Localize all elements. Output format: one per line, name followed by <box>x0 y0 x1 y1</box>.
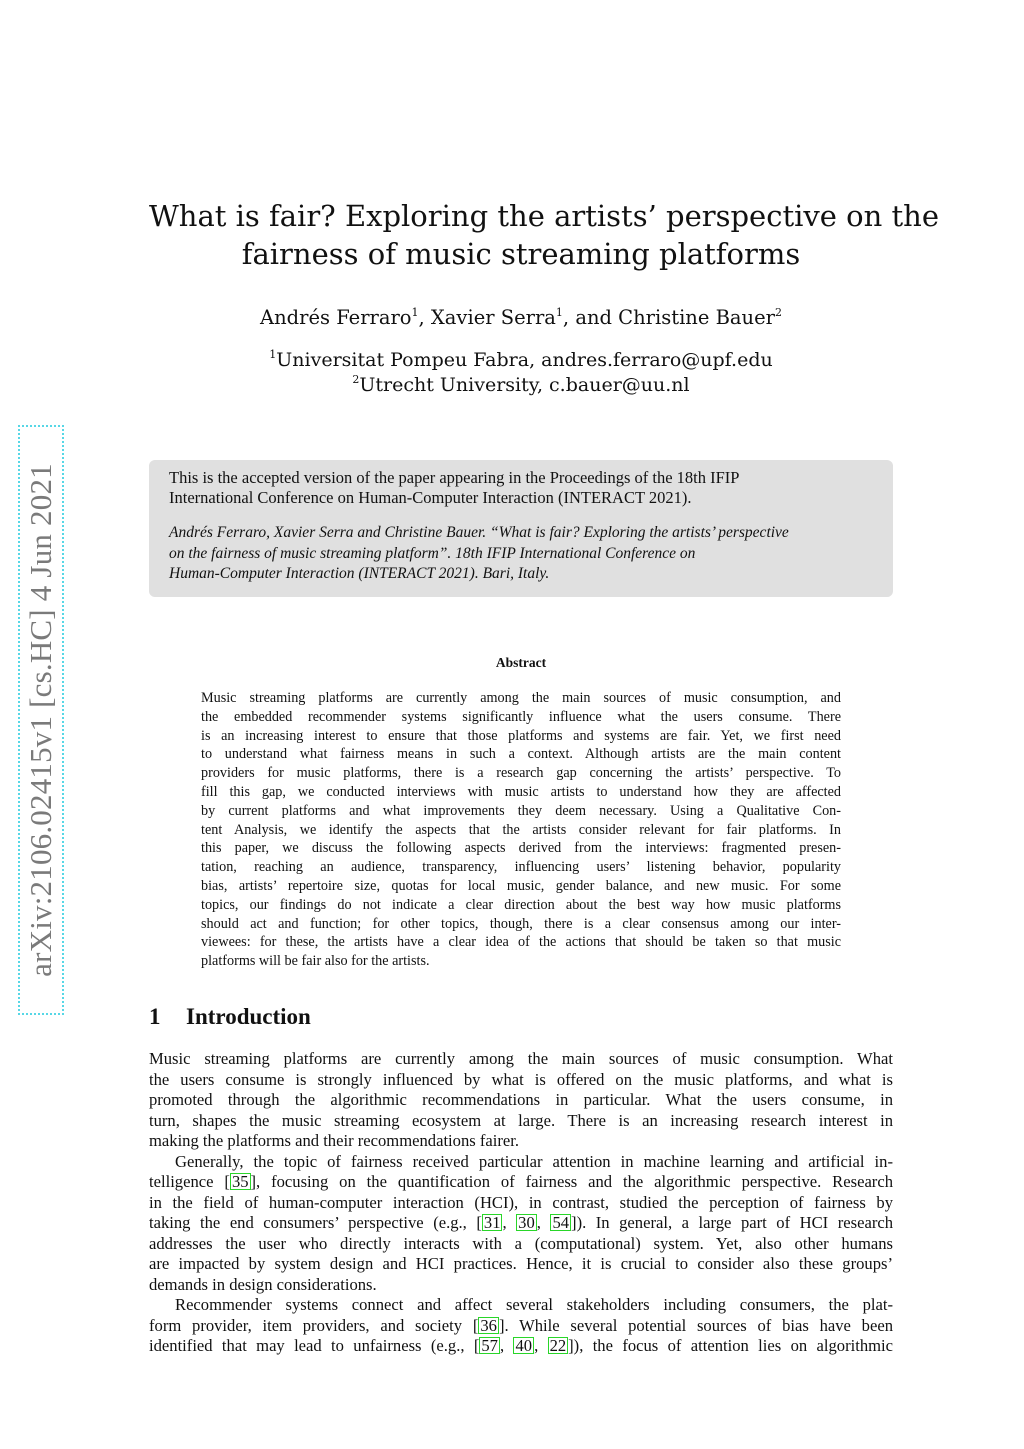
abstract-line: platforms will be fair also for the artists. <box>201 953 430 970</box>
body-line <box>149 1336 893 1357</box>
citation-link[interactable]: 57 <box>481 1336 498 1355</box>
affiliation-marker: 1 <box>555 306 563 319</box>
citation-link[interactable]: 22 <box>549 1336 567 1355</box>
body-line: making the platforms and their recommendations fairer. <box>149 1131 520 1150</box>
body-line: Generally, the topic of fairness received particular attention in machine learning and artificial in- <box>175 1151 893 1171</box>
citation-line: Andrés Ferraro, Xavier Serra and Christine Bauer. “What is fair? Exploring the artists’ perspective <box>169 524 789 541</box>
publication-notice-box <box>149 460 893 597</box>
text-span: ]), the focus of attention lies on algorithmic <box>568 1336 894 1355</box>
body-line: Recommender systems connect and affect several stakeholders including consumers, the plat- <box>175 1295 893 1314</box>
affiliation-text: Universitat Pompeu Fabra, andres.ferraro@upf.edu <box>276 349 773 371</box>
text-span: telligence [ <box>149 1172 230 1191</box>
title-line-1: What is fair? Exploring the artists’ perspective on the <box>149 199 939 233</box>
arxiv-identifier: arXiv:2106.02415v1 [cs.HC] 4 Jun 2021 <box>23 463 58 977</box>
abstract-line: bias, artists’ repertoire size, quotas for local music, gender balance, and new music. For some <box>201 877 841 894</box>
abstract-line: the embedded recommender systems significantly influence what the users consume. There <box>201 708 841 725</box>
affiliation-marker: 1 <box>269 348 277 361</box>
body-line: promoted through the algorithmic recommendations in particular. What the users consume, in <box>149 1090 893 1109</box>
author-name: , Xavier Serra <box>418 306 556 329</box>
body-line: the users consume is strongly influenced by what is offered on the music platforms, and what is <box>149 1069 893 1089</box>
author-name: , and Christine Bauer <box>562 306 775 329</box>
body-line: are impacted by system design and HCI practices. Hence, it is crucial to consider also these groups’ <box>149 1254 893 1273</box>
text-span: ], focusing on the quantification of fairness and the algorithmic perspective. Research <box>250 1172 893 1191</box>
body-line: Music streaming platforms are currently among the main sources of music consumption. What <box>149 1049 893 1068</box>
affiliation-1 <box>149 348 893 373</box>
body-line: demands in design considerations. <box>149 1274 377 1294</box>
body-line <box>149 1172 893 1193</box>
abstract-line: should act and function; for other topics, though, there is a clear consensus among our inter- <box>201 915 841 932</box>
abstract-line: this paper, we discuss the following aspects derived from the interviews: fragmented presen- <box>201 840 841 857</box>
text-span: , <box>534 1336 548 1355</box>
citation-line: Human-Computer Interaction (INTERACT 2021). Bari, Italy. <box>169 565 550 582</box>
paper-title <box>149 197 939 273</box>
affiliation-2 <box>149 373 893 398</box>
affiliations <box>149 348 893 398</box>
text-span: identified that may lead to unfairness (e.g., [ <box>149 1336 480 1355</box>
abstract-line: providers for music platforms, there is a research gap concerning the artists’ perspective. To <box>201 765 841 782</box>
citation-link[interactable]: 54 <box>552 1213 570 1232</box>
body-line: addresses the user who directly interacts with a (computational) system. Yet, also other humans <box>149 1233 893 1253</box>
title-line-2: fairness of music streaming platforms <box>241 237 801 271</box>
citation-line: on the fairness of music streaming platform”. 18th IFIP International Conference on <box>169 544 696 562</box>
body-line <box>149 1213 893 1234</box>
text-span: , <box>536 1213 551 1232</box>
notice-line: This is the accepted version of the paper appearing in the Proceedings of the 18th IFIP <box>169 468 740 487</box>
body-line <box>149 1316 893 1337</box>
abstract-heading: Abstract <box>495 655 547 670</box>
citation-link[interactable]: 40 <box>515 1336 533 1355</box>
abstract-body <box>201 689 841 971</box>
text-span: ]. While several potential sources of bias have been <box>498 1315 893 1335</box>
citation-link[interactable]: 31 <box>483 1213 501 1232</box>
text-span: , <box>499 1336 514 1355</box>
abstract-line: is an increasing interest to ensure that those platforms and systems are fair. Yet, we first need <box>201 727 841 744</box>
citation-link[interactable]: 36 <box>480 1315 497 1335</box>
abstract-line: tation, reaching an audience, transparency, influencing users’ listening behavior, popularity <box>201 859 841 876</box>
notice-line: International Conference on Human-Computer Interaction (INTERACT 2021). <box>169 488 692 507</box>
abstract-line: to understand what fairness means in such a context. Although artists are the main content <box>201 746 841 763</box>
body-line: turn, shapes the music streaming ecosystem at large. There is an increasing research interest in <box>149 1110 893 1130</box>
abstract-line: topics, our findings do not indicate a clear direction about the best way how music platforms <box>201 896 841 913</box>
affiliation-marker: 1 <box>411 306 419 319</box>
abstract-line: fill this gap, we conducted interviews with music artists to understand how they are affected <box>201 783 841 800</box>
body-line: in the field of human-computer interaction (HCI), in contrast, studied the perception of fairness by <box>149 1192 893 1212</box>
introduction-body <box>149 1049 893 1357</box>
citation-block <box>169 523 873 585</box>
abstract-line: viewees: for these, the artists have a clear idea of the actions that should be taken so that music <box>201 934 841 951</box>
citation-link[interactable]: 30 <box>518 1213 535 1232</box>
section-heading-introduction <box>149 1004 311 1030</box>
affiliation-marker: 2 <box>774 306 782 319</box>
text-span: ]). In general, a large part of HCI research <box>571 1213 894 1232</box>
text-span: , <box>502 1213 517 1232</box>
abstract-line: tent Analysis, we identify the aspects that the artists consider relevant for fair platforms. In <box>201 821 841 838</box>
section-title: Introduction <box>186 1004 311 1029</box>
affiliation-marker: 2 <box>352 373 360 386</box>
text-span: form provider, item providers, and society [ <box>149 1315 479 1335</box>
section-number: 1 <box>149 1004 161 1029</box>
citation-link[interactable]: 35 <box>231 1172 249 1191</box>
author-name: Andrés Ferraro <box>260 306 412 329</box>
abstract-line: Music streaming platforms are currently among the main sources of music consumption, and <box>201 690 841 706</box>
author-list <box>149 306 893 329</box>
text-span: taking the end consumers’ perspective (e.g., [ <box>149 1213 482 1232</box>
abstract-line: by current platforms and what improvements they deem necessary. Using a Qualitative Con- <box>201 802 841 819</box>
affiliation-text: Utrecht University, c.bauer@uu.nl <box>359 374 690 396</box>
